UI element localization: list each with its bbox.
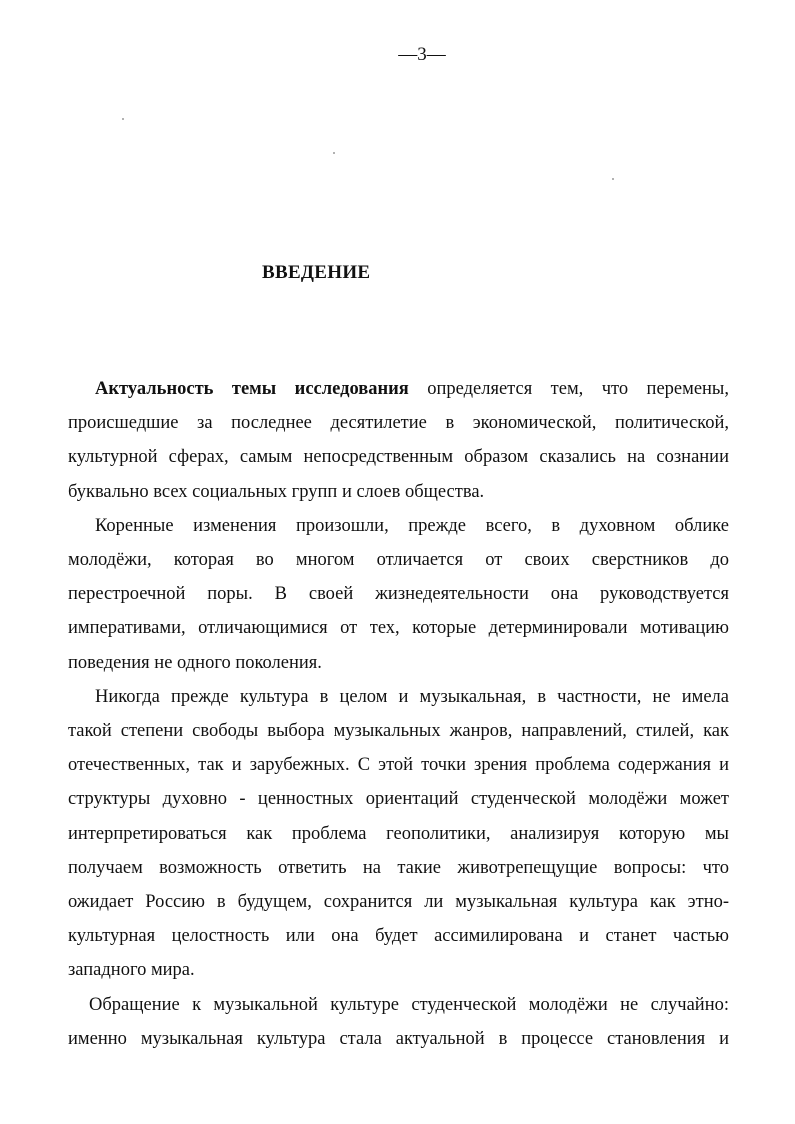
paragraph	[68, 372, 729, 509]
line-text: определяется тем, что перемены,	[408, 379, 729, 399]
text-line: такой степени свободы выбора музыкальных жанров, направлений, стилей, как	[68, 721, 729, 742]
section-heading: ВВЕДЕНИЕ	[262, 262, 371, 283]
text-line: поведения не одного поколения.	[68, 652, 322, 673]
scan-speck	[333, 152, 335, 154]
text-line: западного мира.	[68, 960, 195, 981]
page-number: —3—	[398, 44, 446, 65]
text-line: перестроечной поры. В своей жизнедеятельности она руководствуется	[68, 584, 729, 605]
text-line: ожидает Россию в будущем, сохранится ли музыкальная культура как этно-	[68, 892, 729, 913]
text-line: интерпретироваться как проблема геополитики, анализируя которую мы	[68, 823, 729, 844]
text-line: Никогда прежде культура в целом и музыкальная, в частности, не имела	[95, 686, 729, 707]
text-line: отечественных, так и зарубежных. С этой точки зрения проблема содержания и	[68, 755, 729, 776]
text-line: именно музыкальная культура стала актуальной в процессе становления и	[68, 1028, 729, 1049]
scan-speck	[612, 178, 614, 180]
text-line	[68, 372, 729, 406]
text-line: культурной сферах, самым непосредственным образом сказались на сознании	[68, 447, 729, 468]
text-line: культурная целостность или она будет ассимилирована и станет частью	[68, 926, 729, 947]
text-line: происшедшие за последнее десятилетие в экономической, политической,	[68, 413, 729, 434]
paragraph	[68, 988, 729, 1056]
scan-speck	[122, 118, 124, 120]
text-line: получаем возможность ответить на такие животрепещущие вопросы: что	[68, 857, 729, 878]
text-line: молодёжи, которая во многом отличается от своих сверстников до	[68, 550, 729, 571]
text-line: императивами, отличающимися от тех, которые детерминировали мотивацию	[68, 618, 729, 639]
paragraph	[68, 509, 729, 680]
text-line: структуры духовно - ценностных ориентаций студенческой молодёжи может	[68, 789, 729, 810]
text-line: Коренные изменения произошли, прежде всего, в духовном облике	[95, 515, 729, 536]
text-line: Обращение к музыкальной культуре студенческой молодёжи не случайно:	[89, 994, 729, 1015]
bold-term: Актуальность темы исследования	[95, 379, 409, 399]
text-line: буквально всех социальных групп и слоев общества.	[68, 481, 485, 502]
body-text	[68, 372, 729, 1056]
paragraph	[68, 680, 729, 988]
